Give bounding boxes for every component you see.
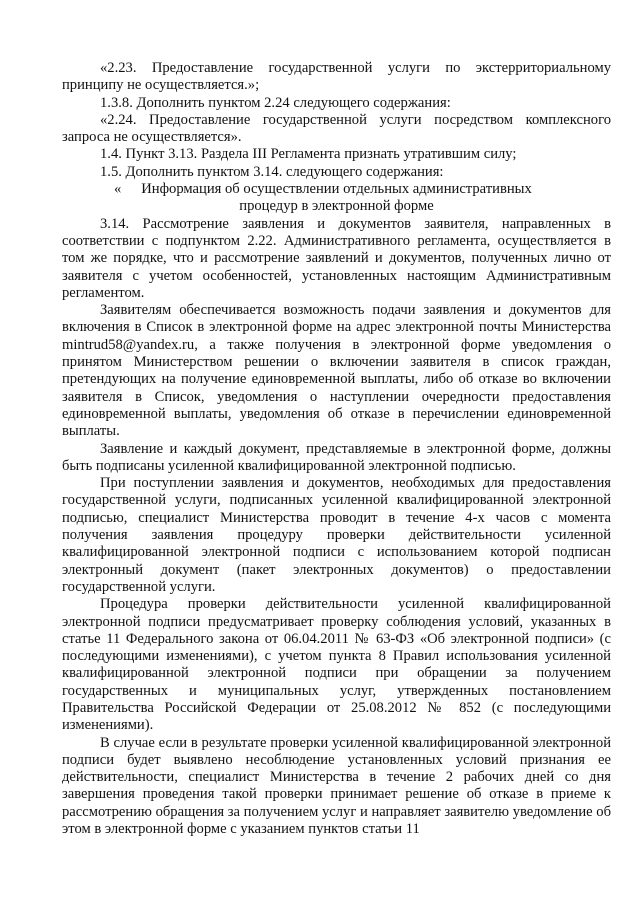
item-2-24: «2.24. Предоставление государственной услуги посредством комплексного запроса не осуществляется». (62, 111, 611, 146)
paragraph-electronic-submission: Заявителям обеспечивается возможность подачи заявления и документов для включения в Список в электронной форме на адрес электронной почты Министерства mintrud58@yandex.ru, а также получения в электронной форме уведомления о принятом Министерством решении о включении заявителя в список граждан, претендующих на получение единовременной выплаты, либо об отказе во включении заявителя в Список, уведомления о наступлении очередности предоставления единовременной выплаты, уведомления об отказе в перечислении единовременной выплаты. (62, 302, 611, 440)
item-2-23: «2.23. Предоставление государственной услуги по экстерриториальному принципу не осуществляется.»; (62, 60, 611, 94)
paragraph-3-14: 3.14. Рассмотрение заявления и документов заявителя, направленных в соответствии с подпунктом 2.22. Административного регламента, осуществляется в том же порядке, что и рассмотрение заявлений и документов, полученных лично от заявителя с учетом особенностей, установленных настоящим Административным регламентом. (62, 215, 611, 301)
item-1-4: 1.4. Пункт 3.13. Раздела III Регламента признать утратившим силу; (100, 146, 517, 163)
section-heading (62, 181, 611, 216)
heading-line-2: процедур в электронной форме (239, 198, 434, 215)
document-text (62, 60, 611, 838)
heading-open-quote: « (114, 181, 122, 198)
paragraph-signature-check: При поступлении заявления и документов, необходимых для предоставления государственной услуги, подписанных усиленной квалифицированной электронной подписью, специалист Министерства проводит в течение 4-х часов с момента получения заявления процедуру проверки действительности усиленной квалифицированной электронной подписи с использованием которой подписан электронный документ (пакет электронных документов) о предоставлении государственной услуги. (62, 475, 611, 595)
paragraph-check-procedure: Процедура проверки действительности усиленной квалифицированной электронной подписи предусматривает проверку соблюдения условий, указанных в статье 11 Федерального закона от 06.04.2011 № 63-ФЗ «Об электронной подписи» (с последующими изменениями), с учетом пункта 8 Правил использования усиленной квалифицированной электронной подписи при обращении за получением государственных и муниципальных услуг, утвержденных постановлением Правительства Российской Федерации от 25.08.2012 № 852 (с последующими изменениями). (62, 596, 611, 734)
item-1-3-8: 1.3.8. Дополнить пунктом 2.24 следующего содержания: (100, 94, 451, 111)
heading-line-1: Информация об осуществлении отдельных административных (141, 181, 532, 198)
paragraph-check-failure: В случае если в результате проверки усиленной квалифицированной электронной подписи будет выявлено несоблюдение установленных условий признания ее действительности, специалист Министерства в течение 2 рабочих дней со дня завершения проведения такой проверки принимает решение об отказе в приеме к рассмотрению обращения за получением услуг и направляет заявителю уведомление об этом в электронной форме с указанием пунктов статьи 11 (62, 734, 611, 838)
item-1-5: 1.5. Дополнить пунктом 3.14. следующего содержания: (100, 163, 444, 180)
paragraph-signature-requirement: Заявление и каждый документ, представляемые в электронной форме, должны быть подписаны усиленной квалифицированной электронной подписью. (62, 440, 611, 474)
